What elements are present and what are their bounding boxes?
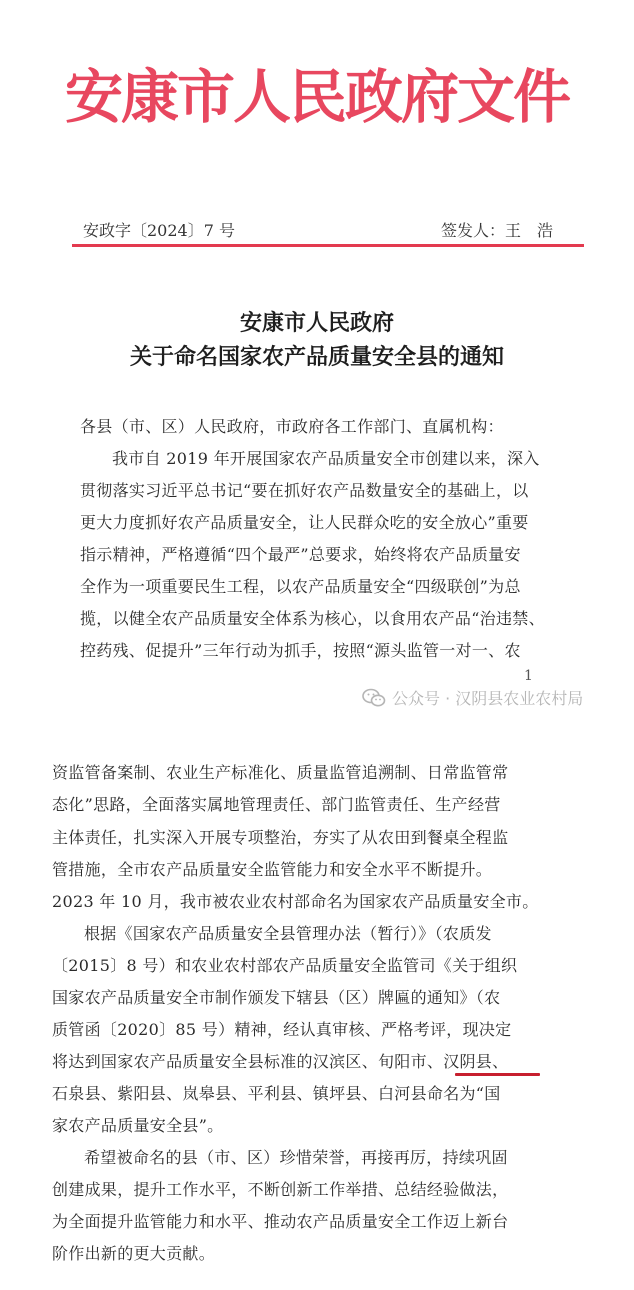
body-line: 管措施，全市农产品质量安全监管能力和安全水平不断提升。 [52,860,493,879]
body-line: 根据《国家农产品质量安全县管理办法（暂行）》（农质发 [84,924,492,943]
body-line: 〔2015〕8 号）和农业农村部农产品质量安全监管司《关于组织 [52,956,518,975]
body-line: 态化”思路，全面落实属地管理责任、部门监管责任、生产经营 [52,795,501,814]
body-line: 主体责任，扎实深入开展专项整治，夯实了从农田到餐桌全程监 [52,828,509,847]
body-line: 全作为一项重要民生工程，以农产品质量安全“四级联创”为总 [80,577,521,596]
body-line: 更大力度抓好农产品质量安全，让人民群众吃的安全放心”重要 [80,513,529,532]
watermark-text: 公众号 · 汉阴县农业农村局 [392,689,584,708]
highlight-underline [455,1073,540,1076]
header-red-rule [72,244,584,247]
body-line: 贯彻落实习近平总书记“要在抓好农产品数量安全的基础上，以 [80,481,529,500]
body-line: 创建成果，提升工作水平，不断创新工作举措、总结经验做法， [52,1180,509,1199]
body-line: 资监管备案制、农业生产标准化、质量监管追溯制、日常监管常 [52,763,509,782]
body-line: 为全面提升监管能力和水平、推动农产品质量安全工作迈上新台 [52,1212,509,1231]
body-line: 指示精神，严格遵循“四个最严”总要求，始终将农产品质量安 [80,545,521,564]
body-line-counties: 将达到国家农产品质量安全县标准的汉滨区、旬阳市、汉阴县、 [52,1052,509,1071]
document-number: 安政字〔2024〕7 号 [83,221,235,240]
body-line: 2023 年 10 月，我市被农业农村部命名为国家农产品质量安全市。 [52,892,539,911]
signer: 签发人：王 浩 [441,221,554,240]
notice-title-line1: 安康市人民政府 [239,310,394,336]
body-line: 希望被命名的县（市、区）珍惜荣誉，再接再厉，持续巩固 [84,1148,508,1167]
notice-title-line2: 关于命名国家农产品质量安全县的通知 [129,344,504,370]
addressee-line: 各县（市、区）人民政府，市政府各工作部门、直属机构： [80,417,504,436]
body-line: 国家农产品质量安全市制作颁发下辖县（区）牌匾的通知》（农 [52,988,501,1007]
document-header-title: 安康市人民政府文件 [64,63,569,131]
page-number: 1 [524,668,533,684]
wechat-icon [362,688,386,708]
body-line: 阶作出新的更大贡献。 [52,1244,216,1263]
body-line: 揽，以健全农产品质量安全体系为核心，以食用农产品“治违禁、 [80,609,545,628]
body-line: 控药残、促提升”三年行动为抓手，按照“源头监管一对一、农 [80,641,521,660]
body-line: 我市自 2019 年开展国家农产品质量安全市创建以来，深入 [112,449,540,468]
body-line: 家农产品质量安全县”。 [52,1116,224,1135]
body-line: 质管函〔2020〕85 号）精神，经认真审核、严格考评，现决定 [52,1020,512,1039]
body-line: 石泉县、紫阳县、岚皋县、平利县、镇坪县、白河县命名为“国 [52,1084,501,1103]
watermark [362,686,583,709]
